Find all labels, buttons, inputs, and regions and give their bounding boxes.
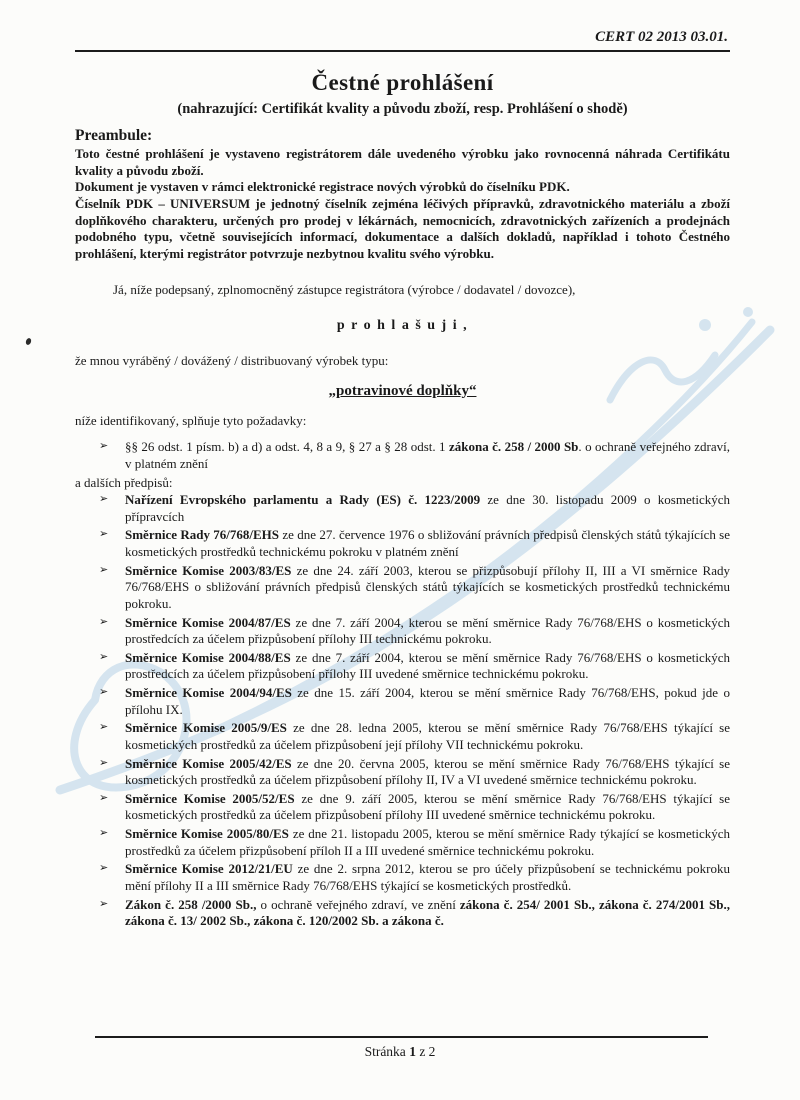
list-item-text: . o ochraně veřejného zdraví, v platném znění xyxy=(125,439,730,471)
list-item xyxy=(75,685,730,718)
list-item-text-bold: Směrnice Komise 2004/87/ES xyxy=(125,614,291,630)
list-item xyxy=(75,527,730,560)
footer-rule xyxy=(95,1036,708,1038)
arrow-bullet-icon: ➢ xyxy=(99,826,109,840)
list-item xyxy=(75,861,730,894)
list-item-text-bold: Směrnice Komise 2003/83/ES xyxy=(125,562,292,578)
list-item-text: ze dne 24. září 2003, kterou se přizpůsobují přílohy II, III a VI směrnice Rady 76/768/EHS o sbližování právních předpisů členských států týkajících se kosmetických prostředků technickému pokroku. xyxy=(125,562,730,611)
list-item xyxy=(75,897,730,930)
list-item-text: ze dne 27. července 1976 o sbližování právních předpisů členských států týkajících se kosmetických prostředků technickému pokroku v platném znění xyxy=(125,527,731,560)
arrow-bullet-icon: ➢ xyxy=(99,685,109,699)
document-content xyxy=(75,28,730,932)
list-item-text: §§ 26 odst. 1 písm. b) a d) a odst. 4, 8 a 9, § 27 a § 28 odst. 1 xyxy=(125,439,449,455)
arrow-bullet-icon: ➢ xyxy=(99,861,109,875)
arrow-bullet-icon: ➢ xyxy=(99,527,109,541)
list-item xyxy=(75,492,730,525)
list-item xyxy=(75,756,730,789)
list-item-text-bold: Směrnice Komise 2005/80/ES xyxy=(125,826,289,842)
arrow-bullet-icon: ➢ xyxy=(99,790,109,804)
list-item-text-bold: Směrnice Komise 2004/88/ES xyxy=(125,649,291,665)
declaration-word: p r o h l a š u j i , xyxy=(336,318,469,333)
preamble-paragraph: Číselník PDK – UNIVERSUM je jednotný číselník zejména léčivých přípravků, zdravotnického materiálu a zboží doplňkového charakteru, určených pro prodej v lékárnách, nemocnicích, zdravotnických zařízeních a prodejnách podobného typu, včetně souvisejících informací, dokumentace a dalších dokladů, například i tohoto Čestného prohlášení, kterými registrátor potvrzuje nezbytnou kvalitu svého výrobku. xyxy=(75,195,730,261)
list-item xyxy=(75,615,730,648)
list-item-text: ze dne 20. června 2005, kterou se mění směrnice Rady 76/768/EHS týkající se kosmetických prostředků za účelem přizpůsobení přílohy II, IV a VI uvedené směrnice technickému pokroku. xyxy=(125,755,730,788)
arrow-bullet-icon: ➢ xyxy=(99,755,109,769)
list-item-text-bold: Zákon č. 258 /2000 Sb., xyxy=(125,896,257,912)
page-number-prefix: Stránka xyxy=(364,1044,410,1059)
page-number-suffix: z 2 xyxy=(415,1044,436,1059)
requirements-intro: níže identifikovaný, splňuje tyto požadavky: xyxy=(75,412,307,428)
arrow-bullet-icon: ➢ xyxy=(99,649,109,663)
header-rule xyxy=(75,50,730,52)
list-item-text-bold: Nařízení Evropského parlamentu a Rady (ES) č. 1223/2009 xyxy=(125,492,481,508)
list-item-text-bold: Směrnice Komise 2005/42/ES xyxy=(125,755,292,771)
list-item xyxy=(75,791,730,824)
list-item-text-bold: Směrnice Komise 2012/21/EU xyxy=(125,861,293,877)
page-subtitle: (nahrazující: Certifikát kvality a původu zboží, resp. Prohlášení o shodě) xyxy=(177,100,628,117)
list-item xyxy=(75,439,730,472)
list-item xyxy=(75,826,730,859)
list-item-text-bold: Směrnice Komise 2005/52/ES xyxy=(125,790,295,806)
preamble-paragraph: Toto čestné prohlášení je vystaveno registrátorem dále uvedeného výrobku jako rovnocenná náhrada Certifikátu kvality a původu zboží. xyxy=(75,146,730,178)
list-item-text: ze dne 9. září 2005, kterou se mění směrnice Rady 76/768/EHS týkající se kosmetických prostředků za účelem přizpůsobení přílohy III uvedené směrnice technickému pokroku. xyxy=(125,790,730,823)
product-type-label: „potravinové doplňky“ xyxy=(328,382,477,399)
list-item-text: ze dne 15. září 2004, kterou se mění směrnice Rady 76/768/EHS, pokud jde o přílohu IX. xyxy=(125,685,730,717)
list-item xyxy=(75,650,730,683)
requirements-list xyxy=(75,439,730,930)
scan-artifact xyxy=(25,337,32,345)
list-item-text: ze dne 30. listopadu 2009 o kosmetických přípravcích xyxy=(125,492,730,524)
list-item xyxy=(75,720,730,753)
list-item-text: o ochraně veřejného zdraví, ve znění xyxy=(256,896,460,912)
list-item-text-bold: zákona č. 258 / 2000 Sb xyxy=(448,439,579,455)
list-item xyxy=(75,563,730,613)
preamble-paragraph: Dokument je vystaven v rámci elektronické registrace nových výrobků do číselníku PDK. xyxy=(75,179,570,195)
page-number-current: 1 xyxy=(409,1044,416,1059)
arrow-bullet-icon: ➢ xyxy=(99,439,109,453)
list-item-text-bold: Směrnice Rady 76/768/EHS xyxy=(125,527,280,543)
list-interjection: a dalších předpisů: xyxy=(75,474,173,490)
list-item-text: ze dne 7. září 2004, kterou se mění směrnice Rady 76/768/EHS o kosmetických prostředcích za účelem přizpůsobení přílohy III technickému pokroku. xyxy=(125,614,730,647)
list-item-text: ze dne 2. srpna 2012, kterou se pro účely přizpůsobení se technickému pokroku mění přílohy II a III směrnice Rady 76/768/EHS týkající se kosmetických prostředků. xyxy=(125,861,730,893)
list-item-text-bold: Směrnice Komise 2005/9/ES xyxy=(125,720,287,736)
page-title: Čestné prohlášení xyxy=(311,70,494,96)
list-item-text-bold: Směrnice Komise 2004/94/ES xyxy=(125,685,292,701)
declarant-intro: Já, níže podepsaný, zplnomocněný zástupce registrátora (výrobce / dodavatel / dovozce), xyxy=(113,282,576,298)
doc-code: CERT 02 2013 03.01. xyxy=(595,29,728,45)
list-item-text: ze dne 21. listopadu 2005, kterou se mění směrnice Rady týkající se kosmetických prostředků za účelem přizpůsobení příloh II a III uvedené směrnice technickému pokroku. xyxy=(125,826,730,858)
page-number xyxy=(0,1044,800,1060)
arrow-bullet-icon: ➢ xyxy=(99,614,109,628)
watermark-dot xyxy=(743,307,753,317)
product-type xyxy=(75,382,730,401)
product-line: že mnou vyráběný / dovážený / distribuovaný výrobek typu: xyxy=(75,352,389,368)
preamble-heading: Preambule: xyxy=(75,127,153,145)
list-item-text-bold: zákona č. 254/ 2001 Sb., zákona č. 274/2001 Sb., zákona č. 13/ 2002 Sb., zákona č. 120/2002 Sb. a zákona č. xyxy=(125,896,730,929)
arrow-bullet-icon: ➢ xyxy=(99,562,109,576)
arrow-bullet-icon: ➢ xyxy=(99,720,109,734)
arrow-bullet-icon: ➢ xyxy=(99,492,109,506)
list-item-text: ze dne 28. ledna 2005, kterou se mění směrnice Rady 76/768/EHS týkající se kosmetických prostředků za účelem přizpůsobení její přílohy VII technickému pokroku. xyxy=(125,720,730,752)
list-item-text: ze dne 7. září 2004, kterou se mění směrnice Rady 76/768/EHS o kosmetických prostředcích za účelem přizpůsobení přílohy III uvedené směrnice technickému pokroku. xyxy=(125,649,730,682)
arrow-bullet-icon: ➢ xyxy=(99,896,109,910)
